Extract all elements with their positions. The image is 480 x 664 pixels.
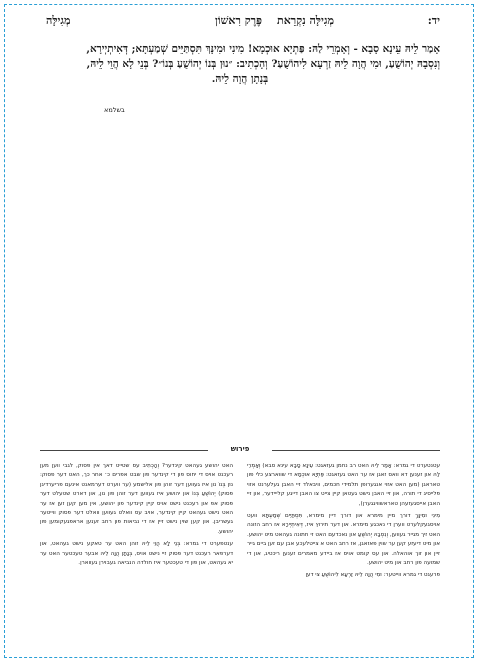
commentary-paragraph: פרעגט די גמרא ווייטער: וּמִי הֲוָה לֵיהּ זַרְעָא לִיהוֹשֻׁעַ צי דען <box>305 572 440 579</box>
commentary-paragraph: מִינִי וּמִינָּךְ דורך מיין מימרא און דורך דיין מימרא, תִּסְתַּיֵּים שְׁמַעְתָּא וועט אויסגעקלערט ווערן די נאכגע מימרא. און דער תירוץ איז, דְּאִיתְיְירָא אז רחב הזונה האט זיך מגייר געווען, וְנִסְבָהּ יְהוֹשֻׁעַ און נאכדעם האט זי חתונה געהאט מיט יהושע. און מיט דיעזע קען ער שוין פאזאגן, אז רחב האט א צייטלעכע אבן עם זען ביים גייר זיין און זוך אוהאלה. און עס קומט אויס אז ביידע מאמרים זענען ריכטיג, און די שמועה פון רחב און מיט יהושע. <box>247 513 440 567</box>
commentary-paragraph: האט יהושע געהאט קינדער? וְהָכְתִיב עס שטייט דאך אין פסוק, לגבי ווען מען רעכנט אויס די יחוס פון די קינדער פון שבט אפרים כ׳ אחר כך, האט דער פסוק: נוּן בְּנוֹ נון איז געווען דער זוהן פון אלישמע (ער ווערט דערמאנט אינעם פריערדיגן פסוק) יְהוֹשֻׁעַ בְּנוֹ און יהושע איז געווען דער זוהן פון נון, און דארט שטעלט דער פסוק אפ און רעכנט נישט אויס קיין קינדער פון יהושע, אין מען קען זען אז ער האט נישט געהאט קיין קינדער, אויב עס וואלט געווען וואלט דער פסוק ווייטער געשריבן. און קען שוין נישט זיין אז די נביאות פון רחב זענען אראפגעקומען פון יהושע. <box>40 463 233 535</box>
running-header <box>40 8 440 26</box>
commentary-column-right <box>247 462 440 581</box>
document-page <box>40 8 440 648</box>
gemara-line-1: אָמַר לֵיהּ עֵינָא סָבָא - וְאָמְרֵי לַהּ: פַּתְיָא אוּכְמָא! מִינִי וּמִינָּךְ תִּסְתַּיֵּים שְׁמַעְתָּא; דְּאִיתְיְירָא, <box>86 43 440 55</box>
gemara-text <box>40 42 440 87</box>
margin-note: בשלמא <box>104 106 125 114</box>
page-number: יד: <box>427 14 440 27</box>
commentary-paragraph: ענטפערט די גמרא: בְּנֵי לָא הֲוֵי לֵיהּ זוהן האט ער טאקע נישט געהאט, און דערפאר רעכנט דער פסוק זיי נישט אויס, בְּנָתָן הֲוָה לֵיהּ אבער טעכטער האט ער יא געהאט, און פון די טעכטער איז חולדה הנביאה געבוירן געווארן. <box>40 541 233 567</box>
divider-rule-right <box>272 450 440 451</box>
chapter-title: פֶּרֶק רִאשׁוֹן <box>215 14 262 27</box>
commentary <box>40 462 440 642</box>
book-title-left: מְגִילָּה <box>46 14 71 27</box>
gemara-line-3: בְּנָתָן הֲוָה לֵיהּ. <box>211 73 269 85</box>
commentary-column-left <box>40 462 233 568</box>
commentary-divider <box>40 445 440 455</box>
divider-rule-left <box>40 450 208 451</box>
commentary-heading: פירוש <box>230 445 250 453</box>
book-title-right: מְגִילָּה נִקְרֵאת <box>277 14 334 27</box>
gemara-line-2: וְנִסְבָהּ יְהוֹשֻׁעַ, וּמִי הֲוָה לֵיהּ זַרְעָא לִיהוֹשֻׁעַ? וְהָכְתִיב: ״נוּן בְּנוֹ יְהוֹשֻׁעַ בְּנוֹ״? בְּנֵי לָא הֲוֵי לֵיהּ, <box>86 58 440 70</box>
commentary-paragraph: עטנטערט די גמרא: אָמַר לֵיהּ האט רב נחמן געזאגט: עֵינָא סָבָא עינא סבא) וְאָמְרֵי לַהּ און זענען דא וואס זאגן אז ער האט געזאגט: פַּתְיָא אוּכְמָא די שווארצע כלי פון טאראגן (מען האט אזוי אנגערופן תלמידי חכמים, וויבאלד זיי האבן געלערנט אזוי פלייסיג די תורה, און זיי האבן נישט געטאן קיין צייט צו האבן דייגע קלייידער, און זיי האבן אייסגעזעהן טאראשוויגגערן), <box>247 463 440 507</box>
